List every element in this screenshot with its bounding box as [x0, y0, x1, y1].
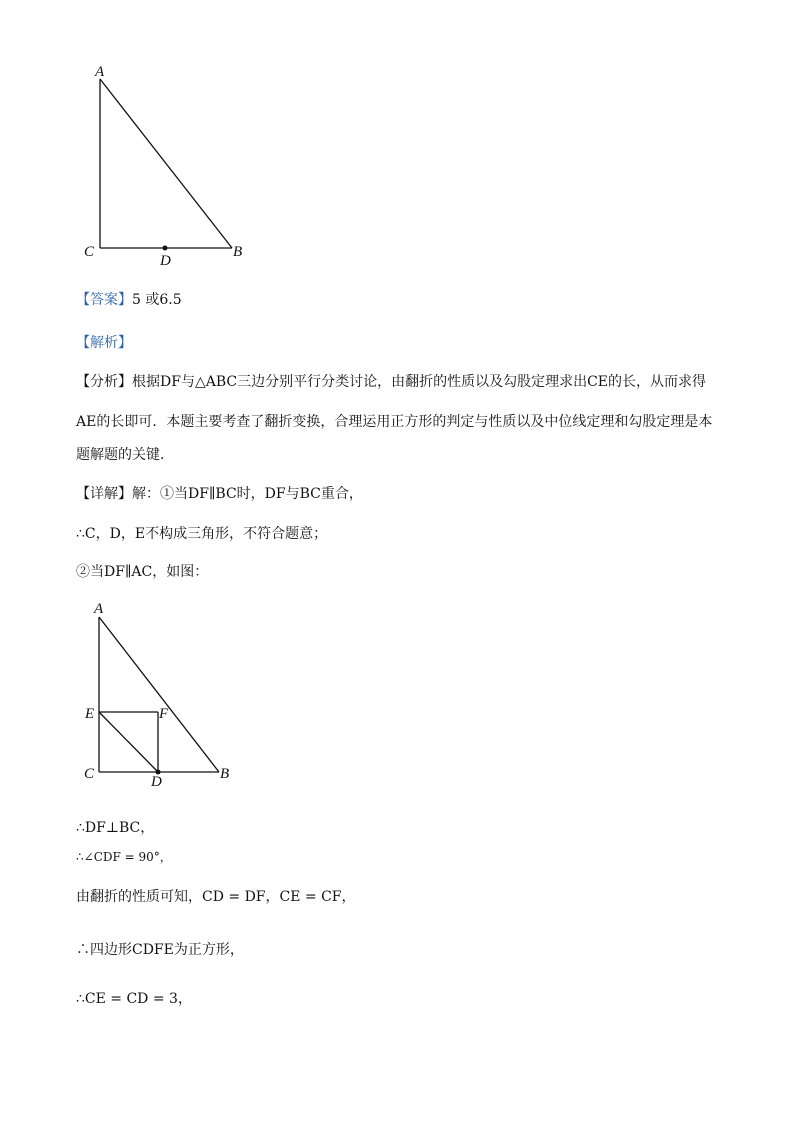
label-e: E [85, 706, 95, 722]
label-b: B [233, 244, 243, 260]
analysis-line-2: AE的长即可．本题主要考查了翻折变换，合理运用正方形的判定与性质以及中位线定理和勾股定理是本 [76, 414, 713, 430]
point-d [163, 246, 168, 251]
detail-line-3: ②当DF∥AC，如图： [76, 564, 209, 580]
detail-line-1: 【详解】解：①当DF∥BC时，DF与BC重合， [76, 486, 363, 502]
segment-ab-2 [99, 617, 219, 772]
answer-tag: 【答案】 [76, 292, 132, 308]
analysis-tag: 【解析】 [76, 335, 132, 351]
analysis-line-3: 题解题的关键． [76, 447, 174, 463]
label-c-2: C [84, 766, 95, 782]
segment-ab [100, 79, 232, 248]
analysis-line-1: 【分析】根据DF与△ABC三边分别平行分类讨论，由翻折的性质以及勾股定理求出CE的长，从而求得 [76, 374, 707, 390]
label-c: C [84, 244, 95, 260]
label-f: F [159, 706, 169, 722]
label-b-2: B [220, 766, 230, 782]
step-4: ∴四边形CDFE为正方形， [76, 942, 244, 958]
label-a-2: A [94, 601, 104, 617]
segment-ed [99, 712, 158, 772]
label-d: D [160, 253, 171, 269]
step-2: ∴∠CDF = 90°， [76, 850, 172, 864]
label-a: A [95, 64, 105, 80]
figure-triangle-abc [80, 58, 270, 273]
step-5: ∴CE = CD = 3， [76, 991, 192, 1007]
step-3: 由翻折的性质可知，CD = DF，CE = CF， [76, 889, 356, 905]
answer-text: 5 或6.5 [132, 292, 182, 308]
figure-square-cdfe [80, 598, 250, 793]
label-d-2: D [151, 774, 162, 790]
answer-line [76, 290, 182, 310]
step-1: ∴DF⊥BC， [76, 820, 155, 836]
detail-line-2: ∴C，D，E不构成三角形，不符合题意； [76, 526, 328, 542]
